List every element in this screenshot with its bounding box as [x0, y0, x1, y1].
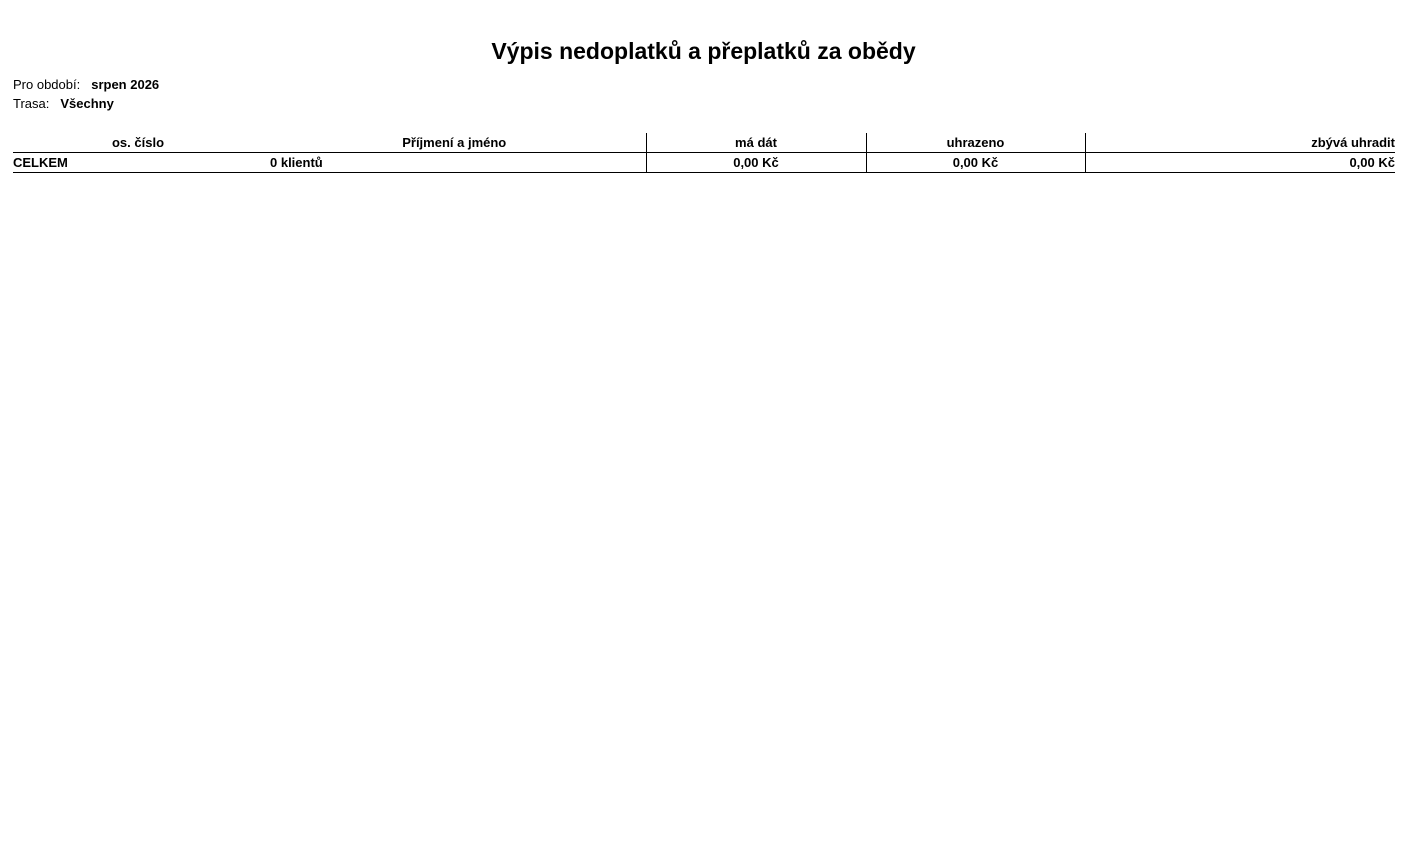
report-title: Výpis nedoplatků a přeplatků za obědy [491, 38, 916, 64]
total-remaining: 0,00 Kč [1085, 153, 1395, 173]
total-row [13, 153, 1395, 173]
header-remaining: zbývá uhradit [1085, 133, 1395, 153]
period-row [13, 76, 159, 93]
route-row [13, 95, 114, 112]
route-value: Všechny [60, 96, 114, 111]
header-name: Příjmení a jméno [263, 133, 646, 153]
balances-table [13, 133, 1395, 173]
route-label: Trasa: [13, 96, 50, 111]
total-paid: 0,00 Kč [866, 153, 1085, 173]
total-label: CELKEM [13, 153, 263, 173]
table-header-row [13, 133, 1395, 153]
total-clients: 0 klientů [270, 155, 323, 170]
period-label: Pro období: [13, 77, 81, 92]
header-personal-number: os. číslo [13, 133, 263, 153]
header-to-pay: má dát [646, 133, 866, 153]
total-clients-cell [263, 153, 646, 173]
total-to-pay: 0,00 Kč [646, 153, 866, 173]
period-value: srpen 2026 [91, 77, 160, 92]
header-paid: uhrazeno [866, 133, 1085, 153]
